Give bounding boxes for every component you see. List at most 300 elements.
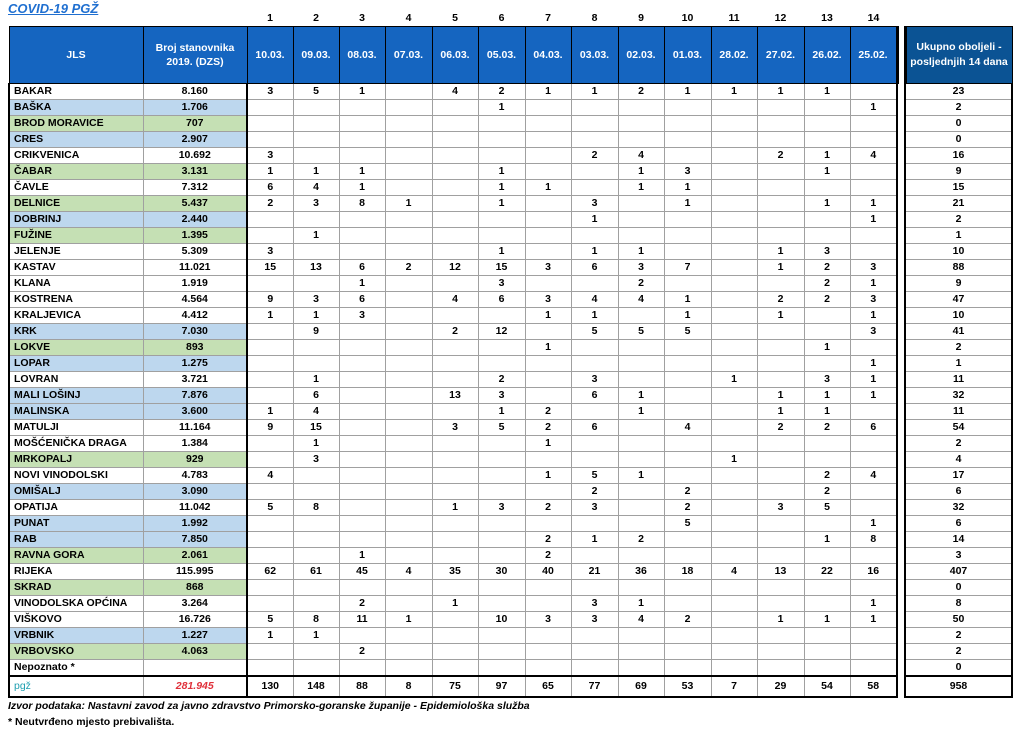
gap-cell xyxy=(897,452,905,468)
daily-cases xyxy=(711,292,757,308)
daily-cases: 1 xyxy=(571,244,618,260)
daily-cases: 8 xyxy=(293,612,339,628)
daily-cases xyxy=(432,580,478,596)
daily-cases xyxy=(293,148,339,164)
daily-cases xyxy=(664,116,711,132)
daily-cases: 3 xyxy=(478,500,525,516)
daily-cases xyxy=(618,644,664,660)
daily-cases: 1 xyxy=(757,260,804,276)
daily-cases xyxy=(293,116,339,132)
daily-cases xyxy=(432,148,478,164)
daily-cases xyxy=(804,660,850,677)
daily-cases: 3 xyxy=(293,452,339,468)
daily-cases xyxy=(571,340,618,356)
daily-cases: 3 xyxy=(757,500,804,516)
municipality-name: MALI LOŠINJ xyxy=(9,388,143,404)
daily-cases: 5 xyxy=(478,420,525,436)
population-value: 7.850 xyxy=(143,532,247,548)
daily-cases xyxy=(757,116,804,132)
date-header: 01.03. xyxy=(664,27,711,84)
daily-cases: 2 xyxy=(664,484,711,500)
daily-cases: 4 xyxy=(293,404,339,420)
population-value: 1.275 xyxy=(143,356,247,372)
daily-cases xyxy=(711,260,757,276)
daily-cases xyxy=(432,372,478,388)
daily-cases xyxy=(293,276,339,292)
daily-cases xyxy=(850,628,897,644)
daily-cases xyxy=(247,324,293,340)
daily-cases: 3 xyxy=(525,612,571,628)
table-row xyxy=(9,388,1012,404)
daily-cases xyxy=(804,436,850,452)
table-row xyxy=(9,356,1012,372)
column-number: 11 xyxy=(728,12,740,24)
daily-cases xyxy=(804,356,850,372)
daily-cases: 1 xyxy=(385,612,432,628)
daily-cases xyxy=(432,548,478,564)
population-value: 1.992 xyxy=(143,516,247,532)
daily-cases xyxy=(757,196,804,212)
gap-cell xyxy=(897,100,905,116)
table-row xyxy=(9,484,1012,500)
daily-cases xyxy=(804,452,850,468)
daily-cases xyxy=(385,180,432,196)
daily-cases: 12 xyxy=(432,260,478,276)
daily-cases xyxy=(618,116,664,132)
daily-cases xyxy=(711,308,757,324)
daily-cases xyxy=(571,516,618,532)
daily-cases: 15 xyxy=(478,260,525,276)
column-number: 3 xyxy=(359,12,365,24)
daily-cases: 1 xyxy=(850,196,897,212)
total-cases: 2 xyxy=(905,628,1012,644)
daily-cases xyxy=(293,484,339,500)
column-number: 6 xyxy=(498,12,505,24)
gap-cell xyxy=(897,244,905,260)
daily-cases xyxy=(385,292,432,308)
daily-cases: 62 xyxy=(247,564,293,580)
daily-cases xyxy=(757,468,804,484)
municipality-name: VRBOVSKO xyxy=(9,644,143,660)
municipality-name: MRKOPALJ xyxy=(9,452,143,468)
gap-cell xyxy=(897,340,905,356)
daily-cases: 3 xyxy=(432,420,478,436)
municipality-name: RAVNA GORA xyxy=(9,548,143,564)
daily-cases: 12 xyxy=(478,324,525,340)
municipality-name: MALINSKA xyxy=(9,404,143,420)
table-row xyxy=(9,404,1012,420)
gap-cell xyxy=(897,516,905,532)
daily-sum: 130 xyxy=(247,676,293,697)
table-row xyxy=(9,548,1012,564)
date-header: 03.03. xyxy=(571,27,618,84)
daily-cases xyxy=(339,484,385,500)
column-number: 4 xyxy=(405,12,412,24)
population-value: 5.309 xyxy=(143,244,247,260)
daily-cases xyxy=(432,404,478,420)
daily-cases xyxy=(432,516,478,532)
daily-cases xyxy=(850,84,897,100)
daily-cases: 4 xyxy=(432,84,478,100)
daily-cases xyxy=(618,452,664,468)
daily-cases xyxy=(850,580,897,596)
daily-cases: 2 xyxy=(618,532,664,548)
total-cases: 21 xyxy=(905,196,1012,212)
daily-cases xyxy=(247,212,293,228)
daily-cases: 1 xyxy=(804,84,850,100)
daily-cases: 2 xyxy=(804,420,850,436)
municipality-name: VIŠKOVO xyxy=(9,612,143,628)
daily-cases: 13 xyxy=(432,388,478,404)
daily-cases xyxy=(757,436,804,452)
daily-cases xyxy=(664,228,711,244)
date-header: 05.03. xyxy=(478,27,525,84)
daily-cases: 4 xyxy=(571,292,618,308)
population-value: 707 xyxy=(143,116,247,132)
daily-cases: 2 xyxy=(664,612,711,628)
daily-cases xyxy=(711,644,757,660)
table-row xyxy=(9,372,1012,388)
daily-cases: 1 xyxy=(850,388,897,404)
population-value: 5.437 xyxy=(143,196,247,212)
daily-cases xyxy=(757,180,804,196)
daily-cases xyxy=(293,356,339,372)
daily-cases xyxy=(247,116,293,132)
daily-cases: 3 xyxy=(247,244,293,260)
table-row xyxy=(9,500,1012,516)
daily-cases: 2 xyxy=(339,644,385,660)
daily-cases xyxy=(478,436,525,452)
gap-cell xyxy=(897,260,905,276)
daily-cases xyxy=(804,212,850,228)
daily-cases: 1 xyxy=(618,244,664,260)
municipality-name: NOVI VINODOLSKI xyxy=(9,468,143,484)
table-row xyxy=(9,324,1012,340)
daily-cases xyxy=(385,644,432,660)
daily-cases xyxy=(664,276,711,292)
daily-cases: 1 xyxy=(711,84,757,100)
daily-cases xyxy=(850,404,897,420)
daily-cases xyxy=(525,324,571,340)
daily-cases xyxy=(247,484,293,500)
total-cases: 88 xyxy=(905,260,1012,276)
daily-cases xyxy=(618,132,664,148)
municipality-name: MATULJI xyxy=(9,420,143,436)
daily-sum: 69 xyxy=(618,676,664,697)
daily-cases xyxy=(757,212,804,228)
daily-cases xyxy=(247,548,293,564)
daily-cases xyxy=(711,356,757,372)
daily-cases xyxy=(525,244,571,260)
daily-cases: 3 xyxy=(571,500,618,516)
daily-cases xyxy=(804,516,850,532)
population-value: 4.063 xyxy=(143,644,247,660)
daily-cases: 5 xyxy=(804,500,850,516)
daily-cases xyxy=(571,452,618,468)
daily-cases xyxy=(293,596,339,612)
date-header: 09.03. xyxy=(293,27,339,84)
daily-cases: 2 xyxy=(757,292,804,308)
daily-cases: 4 xyxy=(618,148,664,164)
daily-cases: 2 xyxy=(804,484,850,500)
table-row xyxy=(9,292,1012,308)
daily-cases: 36 xyxy=(618,564,664,580)
daily-cases: 40 xyxy=(525,564,571,580)
sum-row xyxy=(9,676,1012,697)
daily-cases xyxy=(711,404,757,420)
daily-sum: 7 xyxy=(711,676,757,697)
daily-cases xyxy=(385,84,432,100)
daily-cases: 11 xyxy=(339,612,385,628)
daily-cases xyxy=(293,644,339,660)
daily-cases xyxy=(432,212,478,228)
daily-cases xyxy=(711,340,757,356)
municipality-name: LOVRAN xyxy=(9,372,143,388)
daily-cases: 1 xyxy=(804,388,850,404)
gap-cell xyxy=(897,404,905,420)
daily-cases xyxy=(432,164,478,180)
daily-cases xyxy=(525,196,571,212)
daily-cases xyxy=(711,628,757,644)
daily-cases xyxy=(618,500,664,516)
daily-cases xyxy=(664,548,711,564)
daily-sum: 77 xyxy=(571,676,618,697)
daily-cases: 4 xyxy=(618,292,664,308)
daily-cases: 4 xyxy=(432,292,478,308)
daily-cases: 9 xyxy=(247,292,293,308)
daily-cases: 1 xyxy=(618,388,664,404)
total-cases: 1 xyxy=(905,228,1012,244)
daily-cases xyxy=(525,116,571,132)
daily-sum: 29 xyxy=(757,676,804,697)
daily-cases xyxy=(339,212,385,228)
table-row xyxy=(9,628,1012,644)
daily-cases xyxy=(525,148,571,164)
gap-cell xyxy=(897,164,905,180)
daily-cases: 1 xyxy=(711,452,757,468)
daily-cases: 1 xyxy=(478,244,525,260)
daily-cases: 2 xyxy=(664,500,711,516)
daily-cases xyxy=(711,228,757,244)
daily-cases: 8 xyxy=(850,532,897,548)
daily-cases: 1 xyxy=(293,628,339,644)
gap-cell xyxy=(897,420,905,436)
table-row xyxy=(9,644,1012,660)
population-value: 1.706 xyxy=(143,100,247,116)
daily-cases: 1 xyxy=(339,276,385,292)
daily-cases xyxy=(339,356,385,372)
daily-cases: 1 xyxy=(757,612,804,628)
daily-cases xyxy=(478,340,525,356)
gap-cell xyxy=(897,484,905,500)
daily-cases: 3 xyxy=(247,84,293,100)
table-row xyxy=(9,564,1012,580)
daily-cases xyxy=(664,356,711,372)
daily-cases xyxy=(664,628,711,644)
daily-cases xyxy=(247,132,293,148)
daily-cases xyxy=(525,388,571,404)
population-sum: 281.945 xyxy=(143,676,247,697)
daily-cases: 1 xyxy=(618,404,664,420)
daily-cases xyxy=(804,548,850,564)
daily-cases: 2 xyxy=(804,260,850,276)
daily-cases xyxy=(339,516,385,532)
daily-cases xyxy=(664,340,711,356)
daily-cases xyxy=(339,148,385,164)
daily-cases xyxy=(339,388,385,404)
total-cases: 0 xyxy=(905,580,1012,596)
column-number: 10 xyxy=(681,12,694,24)
daily-cases: 3 xyxy=(571,196,618,212)
daily-cases xyxy=(293,132,339,148)
daily-cases: 4 xyxy=(850,468,897,484)
daily-cases xyxy=(711,180,757,196)
gap-cell xyxy=(897,372,905,388)
total-cases: 2 xyxy=(905,340,1012,356)
municipality-name: ČABAR xyxy=(9,164,143,180)
daily-cases xyxy=(293,244,339,260)
daily-cases: 8 xyxy=(293,500,339,516)
covid-cases-table xyxy=(8,8,1013,698)
population-value: 1.919 xyxy=(143,276,247,292)
daily-cases: 3 xyxy=(804,244,850,260)
total-cases: 3 xyxy=(905,548,1012,564)
table-row xyxy=(9,308,1012,324)
daily-cases xyxy=(247,340,293,356)
gap-cell xyxy=(897,580,905,596)
daily-cases xyxy=(618,436,664,452)
daily-cases: 2 xyxy=(525,532,571,548)
column-number: 12 xyxy=(774,12,787,24)
daily-cases: 22 xyxy=(804,564,850,580)
date-header: 25.02. xyxy=(850,27,897,84)
daily-cases xyxy=(478,548,525,564)
daily-cases xyxy=(478,228,525,244)
daily-cases: 1 xyxy=(757,84,804,100)
daily-cases xyxy=(850,180,897,196)
daily-cases: 2 xyxy=(804,468,850,484)
daily-cases xyxy=(711,516,757,532)
daily-cases xyxy=(571,132,618,148)
gap-cell xyxy=(897,324,905,340)
municipality-name: DOBRINJ xyxy=(9,212,143,228)
daily-cases: 1 xyxy=(385,196,432,212)
gap-cell xyxy=(897,660,905,677)
daily-cases xyxy=(478,468,525,484)
daily-cases xyxy=(664,148,711,164)
daily-cases xyxy=(711,596,757,612)
daily-cases xyxy=(757,100,804,116)
daily-cases: 1 xyxy=(804,404,850,420)
gap-cell xyxy=(897,356,905,372)
daily-cases xyxy=(757,452,804,468)
total-cases: 41 xyxy=(905,324,1012,340)
daily-cases xyxy=(618,228,664,244)
daily-cases: 6 xyxy=(850,420,897,436)
population-value: 10.692 xyxy=(143,148,247,164)
daily-cases: 1 xyxy=(571,84,618,100)
daily-cases xyxy=(385,276,432,292)
daily-cases xyxy=(339,500,385,516)
daily-cases xyxy=(850,244,897,260)
municipality-name: Nepoznato * xyxy=(9,660,143,677)
daily-cases xyxy=(293,516,339,532)
municipality-name: OPATIJA xyxy=(9,500,143,516)
daily-cases xyxy=(711,420,757,436)
total-cases: 2 xyxy=(905,644,1012,660)
gap-cell xyxy=(897,196,905,212)
daily-cases: 2 xyxy=(247,196,293,212)
daily-cases xyxy=(385,500,432,516)
daily-cases: 5 xyxy=(571,468,618,484)
daily-cases xyxy=(247,516,293,532)
daily-cases: 6 xyxy=(571,420,618,436)
daily-cases: 1 xyxy=(850,516,897,532)
daily-cases xyxy=(711,612,757,628)
daily-cases xyxy=(478,644,525,660)
daily-cases xyxy=(757,628,804,644)
daily-cases xyxy=(385,324,432,340)
daily-cases: 3 xyxy=(804,372,850,388)
daily-cases xyxy=(757,372,804,388)
daily-cases xyxy=(804,100,850,116)
table-row xyxy=(9,580,1012,596)
daily-cases: 6 xyxy=(339,292,385,308)
column-number: 5 xyxy=(452,12,458,24)
daily-cases xyxy=(664,404,711,420)
daily-cases: 1 xyxy=(757,308,804,324)
daily-cases xyxy=(664,660,711,677)
gap-cell xyxy=(897,132,905,148)
daily-cases: 35 xyxy=(432,564,478,580)
daily-cases xyxy=(804,580,850,596)
daily-cases xyxy=(618,420,664,436)
daily-cases xyxy=(339,468,385,484)
daily-cases: 9 xyxy=(293,324,339,340)
table-row xyxy=(9,532,1012,548)
daily-cases xyxy=(850,484,897,500)
daily-cases xyxy=(385,516,432,532)
daily-cases: 61 xyxy=(293,564,339,580)
daily-cases: 1 xyxy=(757,388,804,404)
daily-cases: 6 xyxy=(478,292,525,308)
daily-cases xyxy=(478,452,525,468)
daily-cases: 2 xyxy=(571,484,618,500)
daily-cases: 6 xyxy=(293,388,339,404)
date-header: 27.02. xyxy=(757,27,804,84)
date-header: 06.03. xyxy=(432,27,478,84)
daily-cases xyxy=(432,180,478,196)
total-cases: 407 xyxy=(905,564,1012,580)
date-header: 08.03. xyxy=(339,27,385,84)
daily-cases: 1 xyxy=(525,436,571,452)
daily-cases xyxy=(664,212,711,228)
daily-cases xyxy=(618,484,664,500)
municipality-name: RAB xyxy=(9,532,143,548)
daily-cases xyxy=(850,340,897,356)
daily-cases: 2 xyxy=(804,292,850,308)
daily-cases xyxy=(432,436,478,452)
municipality-name: BROD MORAVICE xyxy=(9,116,143,132)
daily-cases: 1 xyxy=(804,196,850,212)
column-number: 1 xyxy=(267,12,273,24)
municipality-name: SKRAD xyxy=(9,580,143,596)
daily-cases: 3 xyxy=(664,164,711,180)
daily-cases xyxy=(850,452,897,468)
gap-cell xyxy=(897,212,905,228)
daily-cases xyxy=(385,148,432,164)
total-cases: 6 xyxy=(905,484,1012,500)
